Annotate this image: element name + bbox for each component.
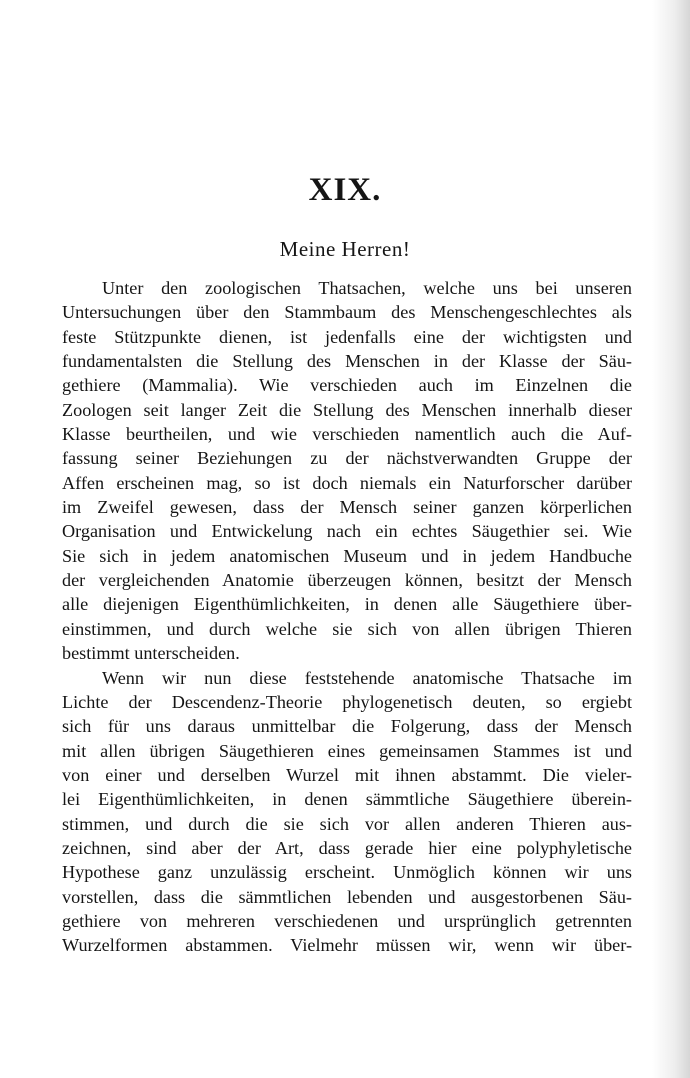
text-line: lei Eigenthümlichkeiten, in denen sämmtliche Säugethiere überein- bbox=[62, 789, 632, 810]
text-line: von einer und derselben Wurzel mit ihnen abstammt. Die vieler- bbox=[62, 764, 632, 785]
text-line: im Zweifel gewesen, dass der Mensch seiner ganzen körperlichen bbox=[62, 497, 632, 518]
paragraph-2 bbox=[62, 666, 632, 958]
text-line: gethiere von mehreren verschiedenen und ursprünglich getrennten bbox=[62, 910, 632, 931]
text-line: zeichnen, sind aber der Art, dass gerade hier eine polyphyletische bbox=[62, 837, 632, 858]
chapter-heading: XIX. bbox=[308, 172, 382, 208]
text-line: Lichte der Descendenz-Theorie phylogenetisch deuten, so ergiebt bbox=[62, 691, 632, 712]
text-line: fassung seiner Beziehungen zu der nächstverwandten Gruppe der bbox=[62, 448, 632, 469]
text-line: Wenn wir nun diese feststehende anatomische Thatsache im bbox=[102, 667, 632, 688]
text-line: Wurzelformen abstammen. Vielmehr müssen wir, wenn wir über- bbox=[62, 935, 632, 956]
paragraph-1 bbox=[62, 276, 632, 666]
text-line: Sie sich in jedem anatomischen Museum und in jedem Handbuche bbox=[62, 545, 632, 566]
text-line: Organisation und Entwickelung nach ein echtes Säugethier sei. Wie bbox=[62, 521, 632, 542]
text-line: Unter den zoologischen Thatsachen, welche uns bei unseren bbox=[102, 278, 632, 298]
text-line: stimmen, und durch die sie sich vor allen anderen Thieren aus- bbox=[62, 813, 632, 834]
salutation-heading: Meine Herren! bbox=[279, 237, 411, 261]
body-text bbox=[62, 276, 632, 958]
text-line: fundamentalsten die Stellung des Menschen in der Klasse der Säu- bbox=[62, 351, 632, 372]
text-line: mit allen übrigen Säugethieren eines gemeinsamen Stammes ist und bbox=[62, 740, 632, 761]
text-line: Untersuchungen über den Stammbaum des Menschengeschlechtes als bbox=[62, 302, 632, 323]
page-edge-shadow bbox=[652, 0, 690, 1078]
text-line: sich für uns daraus unmittelbar die Folgerung, dass der Mensch bbox=[62, 716, 632, 737]
text-line: feste Stützpunkte dienen, ist jedenfalls eine der wichtigsten und bbox=[62, 326, 632, 347]
text-line: vorstellen, dass die sämmtlichen lebenden und ausgestorbenen Säu- bbox=[62, 886, 632, 907]
text-line: alle diejenigen Eigenthümlichkeiten, in denen alle Säugethiere über- bbox=[62, 594, 632, 615]
text-line: gethiere (Mammalia). Wie verschieden auch im Einzelnen die bbox=[62, 375, 632, 396]
text-line: Affen erscheinen mag, so ist doch niemals ein Naturforscher darüber bbox=[62, 472, 632, 493]
text-line: Hypothese ganz unzulässig erscheint. Unmöglich können wir uns bbox=[62, 862, 632, 883]
text-line: bestimmt unterscheiden. bbox=[62, 643, 240, 664]
text-line: der vergleichenden Anatomie überzeugen können, besitzt der Mensch bbox=[62, 570, 632, 591]
text-line: Klasse beurtheilen, und wie verschieden namentlich auch die Auf- bbox=[62, 424, 632, 445]
text-line: Zoologen seit langer Zeit die Stellung des Menschen innerhalb dieser bbox=[62, 399, 632, 420]
text-line: einstimmen, und durch welche sie sich von allen übrigen Thieren bbox=[62, 618, 632, 639]
